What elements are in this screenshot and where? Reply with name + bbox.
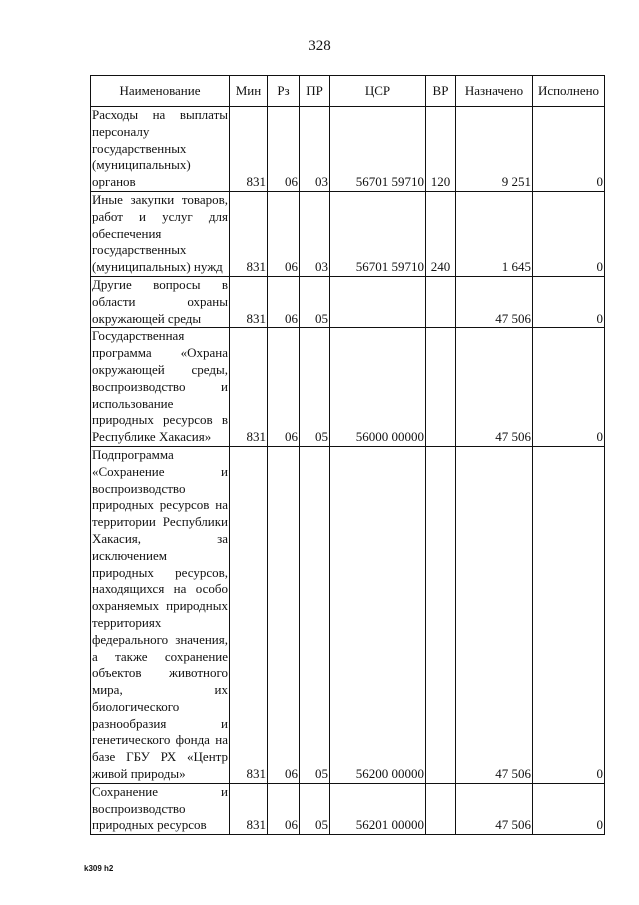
header-assigned: Назначено xyxy=(456,76,533,107)
cell-min: 831 xyxy=(230,107,268,192)
cell-rz: 06 xyxy=(268,276,300,327)
cell-assigned: 9 251 xyxy=(456,107,533,192)
cell-name: Сохранение и воспроизводство природных ресурсов xyxy=(91,783,230,834)
header-pr: ПР xyxy=(300,76,330,107)
table-row xyxy=(91,328,605,447)
cell-assigned: 47 506 xyxy=(456,783,533,834)
cell-min: 831 xyxy=(230,446,268,783)
cell-rz: 06 xyxy=(268,107,300,192)
cell-name: Подпрограмма «Сохранение и воспроизводство природных ресурсов на территории Республики Хакасия, за исключением природных ресурсов, находящихся на особо охраняемых природных территориях федерального значения, а также сохранение объектов животного мира, их биологического разнообразия и генетического фонда на базе ГБУ РХ «Центр живой природы» xyxy=(91,446,230,783)
cell-csr: 56201 00000 xyxy=(330,783,426,834)
cell-executed: 0 xyxy=(533,276,605,327)
table-row xyxy=(91,276,605,327)
cell-executed: 0 xyxy=(533,446,605,783)
cell-name: Расходы на выплаты персоналу государственных (муниципальных) органов xyxy=(91,107,230,192)
cell-executed: 0 xyxy=(533,783,605,834)
table-row xyxy=(91,446,605,783)
header-min: Мин xyxy=(230,76,268,107)
cell-csr: 56200 00000 xyxy=(330,446,426,783)
cell-pr: 05 xyxy=(300,446,330,783)
cell-pr: 03 xyxy=(300,191,330,276)
table-row xyxy=(91,191,605,276)
cell-name: Иные закупки товаров, работ и услуг для обеспечения государственных (муниципальных) нужд xyxy=(91,191,230,276)
cell-csr xyxy=(330,276,426,327)
header-row xyxy=(91,76,605,107)
cell-rz: 06 xyxy=(268,191,300,276)
cell-min: 831 xyxy=(230,276,268,327)
cell-vr: 240 xyxy=(426,191,456,276)
cell-name: Другие вопросы в области охраны окружающей среды xyxy=(91,276,230,327)
cell-assigned: 47 506 xyxy=(456,328,533,447)
cell-pr: 05 xyxy=(300,783,330,834)
cell-csr: 56701 59710 xyxy=(330,107,426,192)
cell-min: 831 xyxy=(230,328,268,447)
header-executed: Исполнено xyxy=(533,76,605,107)
cell-rz: 06 xyxy=(268,328,300,447)
cell-pr: 03 xyxy=(300,107,330,192)
page-number: 328 xyxy=(308,38,331,54)
header-vr: ВР xyxy=(426,76,456,107)
cell-vr xyxy=(426,783,456,834)
footer-code: k309 h2 xyxy=(84,864,114,873)
cell-vr xyxy=(426,446,456,783)
cell-csr: 56701 59710 xyxy=(330,191,426,276)
header-name: Наименование xyxy=(91,76,230,107)
cell-executed: 0 xyxy=(533,107,605,192)
header-csr: ЦСР xyxy=(330,76,426,107)
cell-vr xyxy=(426,328,456,447)
cell-assigned: 47 506 xyxy=(456,276,533,327)
cell-rz: 06 xyxy=(268,783,300,834)
cell-name: Государственная программа «Охрана окружающей среды, воспроизводство и использование природных ресурсов в Республике Хакасия» xyxy=(91,328,230,447)
cell-vr xyxy=(426,276,456,327)
cell-vr: 120 xyxy=(426,107,456,192)
cell-pr: 05 xyxy=(300,276,330,327)
cell-executed: 0 xyxy=(533,191,605,276)
cell-assigned: 47 506 xyxy=(456,446,533,783)
budget-table xyxy=(90,75,605,835)
cell-executed: 0 xyxy=(533,328,605,447)
cell-min: 831 xyxy=(230,783,268,834)
cell-min: 831 xyxy=(230,191,268,276)
cell-pr: 05 xyxy=(300,328,330,447)
cell-assigned: 1 645 xyxy=(456,191,533,276)
table-row xyxy=(91,783,605,834)
header-rz: Рз xyxy=(268,76,300,107)
cell-csr: 56000 00000 xyxy=(330,328,426,447)
cell-rz: 06 xyxy=(268,446,300,783)
table-row xyxy=(91,107,605,192)
